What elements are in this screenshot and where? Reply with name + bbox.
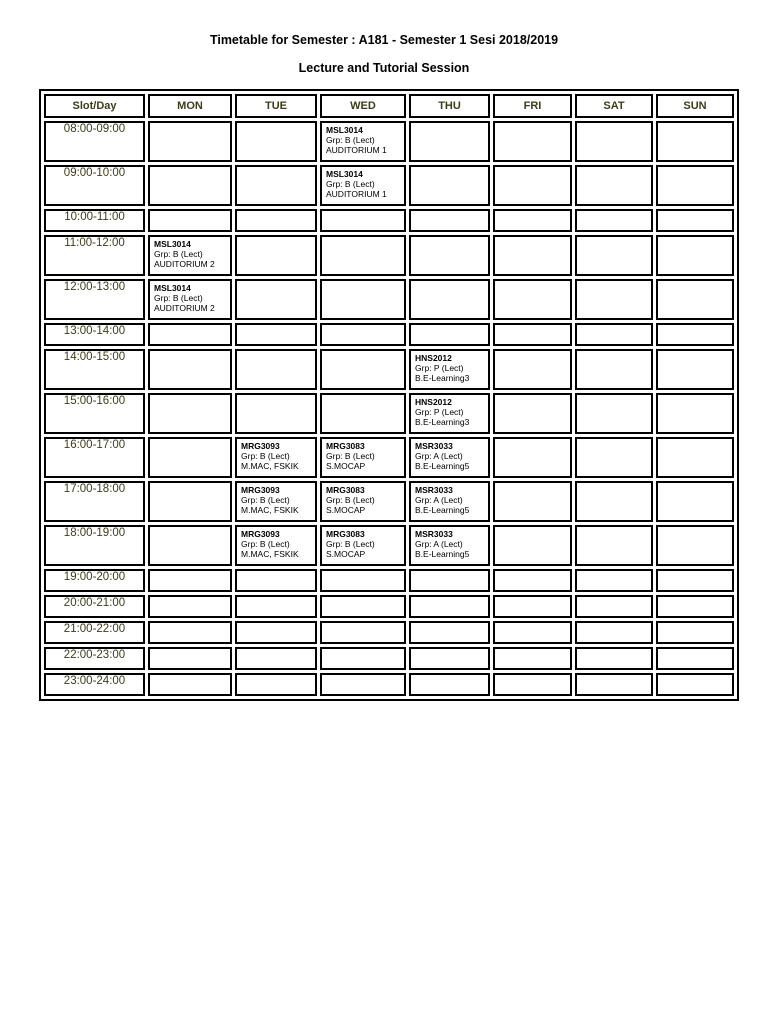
table-row bbox=[44, 525, 734, 566]
timetable-cell bbox=[235, 209, 317, 232]
table-row bbox=[44, 569, 734, 592]
course-room: AUDITORIUM 1 bbox=[326, 189, 387, 199]
course-room: AUDITORIUM 2 bbox=[154, 259, 215, 269]
timetable-cell bbox=[320, 121, 406, 162]
timetable-cell bbox=[409, 393, 490, 434]
timetable-cell bbox=[656, 673, 734, 696]
class-entry bbox=[322, 167, 404, 199]
timetable-cell bbox=[320, 673, 406, 696]
timetable-cell bbox=[320, 279, 406, 320]
timetable-cell bbox=[409, 569, 490, 592]
class-entry bbox=[150, 237, 230, 269]
timetable-cell bbox=[148, 393, 232, 434]
time-slot-label: 09:00-10:00 bbox=[44, 165, 145, 206]
corner-header: Slot/Day bbox=[44, 94, 145, 118]
class-entry bbox=[150, 281, 230, 313]
timetable-cell bbox=[320, 525, 406, 566]
course-group: Grp: B (Lect) bbox=[326, 135, 375, 145]
time-slot-label: 19:00-20:00 bbox=[44, 569, 145, 592]
timetable-cell bbox=[148, 647, 232, 670]
timetable-cell bbox=[409, 481, 490, 522]
timetable-cell bbox=[235, 393, 317, 434]
class-entry bbox=[322, 439, 404, 471]
class-entry bbox=[237, 527, 315, 559]
table-row bbox=[44, 235, 734, 276]
table-row bbox=[44, 437, 734, 478]
timetable-cell bbox=[320, 621, 406, 644]
time-slot-label: 18:00-19:00 bbox=[44, 525, 145, 566]
timetable-cell bbox=[493, 279, 572, 320]
timetable-cell bbox=[493, 121, 572, 162]
timetable-cell bbox=[148, 525, 232, 566]
timetable-cell bbox=[656, 437, 734, 478]
timetable-cell bbox=[493, 393, 572, 434]
course-room: B.E-Learning5 bbox=[415, 461, 470, 471]
timetable-cell bbox=[320, 595, 406, 618]
timetable-cell bbox=[656, 209, 734, 232]
time-slot-label: 12:00-13:00 bbox=[44, 279, 145, 320]
timetable-cell bbox=[493, 621, 572, 644]
day-header: FRI bbox=[493, 94, 572, 118]
course-code: MRG3093 bbox=[241, 529, 280, 539]
class-entry bbox=[411, 439, 488, 471]
time-slot-label: 10:00-11:00 bbox=[44, 209, 145, 232]
time-slot-label: 08:00-09:00 bbox=[44, 121, 145, 162]
timetable-cell bbox=[148, 481, 232, 522]
course-code: HNS2012 bbox=[415, 397, 452, 407]
timetable-cell bbox=[320, 209, 406, 232]
class-entry bbox=[237, 439, 315, 471]
course-room: M.MAC, FSKIK bbox=[241, 505, 299, 515]
time-slot-label: 14:00-15:00 bbox=[44, 349, 145, 390]
class-entry bbox=[322, 527, 404, 559]
timetable-cell bbox=[493, 437, 572, 478]
course-group: Grp: B (Lect) bbox=[241, 495, 290, 505]
timetable-cell bbox=[320, 235, 406, 276]
timetable-cell bbox=[235, 279, 317, 320]
table-row bbox=[44, 393, 734, 434]
course-room: M.MAC, FSKIK bbox=[241, 549, 299, 559]
timetable-cell bbox=[409, 621, 490, 644]
timetable-cell bbox=[148, 323, 232, 346]
course-code: MSR3033 bbox=[415, 529, 453, 539]
timetable-cell bbox=[235, 235, 317, 276]
timetable-cell bbox=[148, 165, 232, 206]
timetable-cell bbox=[656, 621, 734, 644]
table-row bbox=[44, 595, 734, 618]
course-group: Grp: A (Lect) bbox=[415, 451, 463, 461]
course-code: MRG3083 bbox=[326, 441, 365, 451]
course-room: B.E-Learning5 bbox=[415, 505, 470, 515]
time-slot-label: 11:00-12:00 bbox=[44, 235, 145, 276]
course-code: MSR3033 bbox=[415, 485, 453, 495]
timetable-cell bbox=[493, 673, 572, 696]
course-code: MSR3033 bbox=[415, 441, 453, 451]
time-slot-label: 23:00-24:00 bbox=[44, 673, 145, 696]
timetable-cell bbox=[409, 165, 490, 206]
timetable-cell bbox=[656, 349, 734, 390]
timetable-cell bbox=[409, 209, 490, 232]
timetable-cell bbox=[575, 209, 653, 232]
page-subtitle: Lecture and Tutorial Session bbox=[298, 61, 470, 75]
timetable-cell bbox=[656, 481, 734, 522]
timetable-cell bbox=[320, 437, 406, 478]
timetable-cell bbox=[409, 673, 490, 696]
timetable-body bbox=[44, 121, 734, 696]
timetable-cell bbox=[148, 235, 232, 276]
timetable-cell bbox=[235, 323, 317, 346]
timetable-cell bbox=[409, 349, 490, 390]
timetable-cell bbox=[148, 279, 232, 320]
timetable-cell bbox=[235, 595, 317, 618]
day-header: THU bbox=[409, 94, 490, 118]
course-group: Grp: B (Lect) bbox=[326, 179, 375, 189]
class-entry bbox=[322, 483, 404, 515]
course-group: Grp: A (Lect) bbox=[415, 495, 463, 505]
time-slot-label: 15:00-16:00 bbox=[44, 393, 145, 434]
timetable-cell bbox=[656, 595, 734, 618]
course-room: AUDITORIUM 1 bbox=[326, 145, 387, 155]
timetable-cell bbox=[320, 569, 406, 592]
timetable-cell bbox=[575, 349, 653, 390]
timetable-cell bbox=[493, 481, 572, 522]
course-group: Grp: B (Lect) bbox=[154, 293, 203, 303]
course-group: Grp: B (Lect) bbox=[326, 539, 375, 549]
table-row bbox=[44, 165, 734, 206]
timetable-cell bbox=[409, 595, 490, 618]
header-row bbox=[44, 94, 734, 118]
timetable-cell bbox=[575, 121, 653, 162]
course-group: Grp: B (Lect) bbox=[326, 451, 375, 461]
class-entry bbox=[322, 123, 404, 155]
timetable-cell bbox=[409, 323, 490, 346]
timetable-cell bbox=[148, 569, 232, 592]
timetable-cell bbox=[148, 595, 232, 618]
class-entry bbox=[411, 483, 488, 515]
timetable-cell bbox=[148, 121, 232, 162]
course-group: Grp: P (Lect) bbox=[415, 363, 464, 373]
timetable-cell bbox=[575, 323, 653, 346]
timetable-cell bbox=[148, 349, 232, 390]
timetable-cell bbox=[656, 393, 734, 434]
timetable-cell bbox=[575, 235, 653, 276]
table-row bbox=[44, 481, 734, 522]
timetable-cell bbox=[575, 673, 653, 696]
course-code: MRG3093 bbox=[241, 441, 280, 451]
timetable-cell bbox=[575, 595, 653, 618]
course-code: MSL3014 bbox=[154, 239, 191, 249]
timetable-cell bbox=[320, 165, 406, 206]
course-group: Grp: B (Lect) bbox=[241, 539, 290, 549]
timetable-cell bbox=[493, 595, 572, 618]
timetable-cell bbox=[148, 209, 232, 232]
class-entry bbox=[237, 483, 315, 515]
timetable-cell bbox=[493, 323, 572, 346]
timetable-cell bbox=[235, 647, 317, 670]
timetable-cell bbox=[235, 481, 317, 522]
table-row bbox=[44, 349, 734, 390]
class-entry bbox=[411, 351, 488, 383]
table-row bbox=[44, 647, 734, 670]
course-room: S.MOCAP bbox=[326, 505, 366, 515]
timetable-cell bbox=[656, 165, 734, 206]
course-group: Grp: P (Lect) bbox=[415, 407, 464, 417]
timetable-cell bbox=[575, 525, 653, 566]
timetable-cell bbox=[235, 525, 317, 566]
time-slot-label: 20:00-21:00 bbox=[44, 595, 145, 618]
course-code: MSL3014 bbox=[326, 169, 363, 179]
timetable-cell bbox=[493, 525, 572, 566]
table-row bbox=[44, 621, 734, 644]
course-group: Grp: B (Lect) bbox=[241, 451, 290, 461]
page-title: Timetable for Semester : A181 - Semester 1 Sesi 2018/2019 bbox=[209, 33, 559, 47]
timetable-cell bbox=[320, 323, 406, 346]
course-room: AUDITORIUM 2 bbox=[154, 303, 215, 313]
timetable-cell bbox=[575, 393, 653, 434]
timetable-cell bbox=[575, 647, 653, 670]
timetable-cell bbox=[575, 621, 653, 644]
timetable-cell bbox=[235, 121, 317, 162]
timetable-cell bbox=[235, 621, 317, 644]
timetable-cell bbox=[493, 235, 572, 276]
timetable-cell bbox=[409, 647, 490, 670]
timetable-cell bbox=[235, 437, 317, 478]
timetable-cell bbox=[235, 349, 317, 390]
class-entry bbox=[411, 395, 488, 427]
timetable-cell bbox=[148, 437, 232, 478]
day-header: WED bbox=[320, 94, 406, 118]
class-entry bbox=[411, 527, 488, 559]
course-room: B.E-Learning3 bbox=[415, 417, 470, 427]
timetable-cell bbox=[656, 323, 734, 346]
time-slot-label: 13:00-14:00 bbox=[44, 323, 145, 346]
timetable-cell bbox=[575, 279, 653, 320]
timetable-cell bbox=[656, 569, 734, 592]
course-code: MSL3014 bbox=[326, 125, 363, 135]
course-code: MRG3093 bbox=[241, 485, 280, 495]
table-row bbox=[44, 279, 734, 320]
time-slot-label: 22:00-23:00 bbox=[44, 647, 145, 670]
timetable-cell bbox=[148, 621, 232, 644]
time-slot-label: 17:00-18:00 bbox=[44, 481, 145, 522]
timetable bbox=[39, 89, 739, 701]
course-code: MRG3083 bbox=[326, 485, 365, 495]
timetable-cell bbox=[656, 121, 734, 162]
timetable-cell bbox=[493, 647, 572, 670]
day-header: SUN bbox=[656, 94, 734, 118]
time-slot-label: 21:00-22:00 bbox=[44, 621, 145, 644]
course-code: HNS2012 bbox=[415, 353, 452, 363]
timetable-cell bbox=[493, 165, 572, 206]
course-room: B.E-Learning3 bbox=[415, 373, 470, 383]
timetable-cell bbox=[148, 673, 232, 696]
table-row bbox=[44, 323, 734, 346]
timetable-cell bbox=[493, 349, 572, 390]
day-header: SAT bbox=[575, 94, 653, 118]
timetable-cell bbox=[409, 437, 490, 478]
course-group: Grp: B (Lect) bbox=[326, 495, 375, 505]
course-room: S.MOCAP bbox=[326, 549, 366, 559]
timetable-cell bbox=[320, 647, 406, 670]
timetable-cell bbox=[656, 235, 734, 276]
course-group: Grp: B (Lect) bbox=[154, 249, 203, 259]
timetable-cell bbox=[575, 569, 653, 592]
timetable-cell bbox=[575, 165, 653, 206]
timetable-cell bbox=[320, 349, 406, 390]
table-row bbox=[44, 121, 734, 162]
table-row bbox=[44, 673, 734, 696]
time-slot-label: 16:00-17:00 bbox=[44, 437, 145, 478]
timetable-cell bbox=[575, 481, 653, 522]
timetable-cell bbox=[409, 279, 490, 320]
timetable-cell bbox=[656, 647, 734, 670]
timetable-cell bbox=[320, 393, 406, 434]
course-code: MRG3083 bbox=[326, 529, 365, 539]
timetable-cell bbox=[493, 569, 572, 592]
timetable-cell bbox=[409, 235, 490, 276]
course-room: B.E-Learning5 bbox=[415, 549, 470, 559]
course-room: S.MOCAP bbox=[326, 461, 366, 471]
timetable-cell bbox=[409, 121, 490, 162]
timetable-cell bbox=[320, 481, 406, 522]
timetable-cell bbox=[575, 437, 653, 478]
day-header: TUE bbox=[235, 94, 317, 118]
timetable-cell bbox=[235, 673, 317, 696]
course-room: M.MAC, FSKIK bbox=[241, 461, 299, 471]
table-row bbox=[44, 209, 734, 232]
timetable-cell bbox=[235, 569, 317, 592]
timetable-cell bbox=[493, 209, 572, 232]
timetable-cell bbox=[656, 525, 734, 566]
timetable-cell bbox=[235, 165, 317, 206]
day-header: MON bbox=[148, 94, 232, 118]
course-code: MSL3014 bbox=[154, 283, 191, 293]
course-group: Grp: A (Lect) bbox=[415, 539, 463, 549]
timetable-cell bbox=[656, 279, 734, 320]
timetable-cell bbox=[409, 525, 490, 566]
